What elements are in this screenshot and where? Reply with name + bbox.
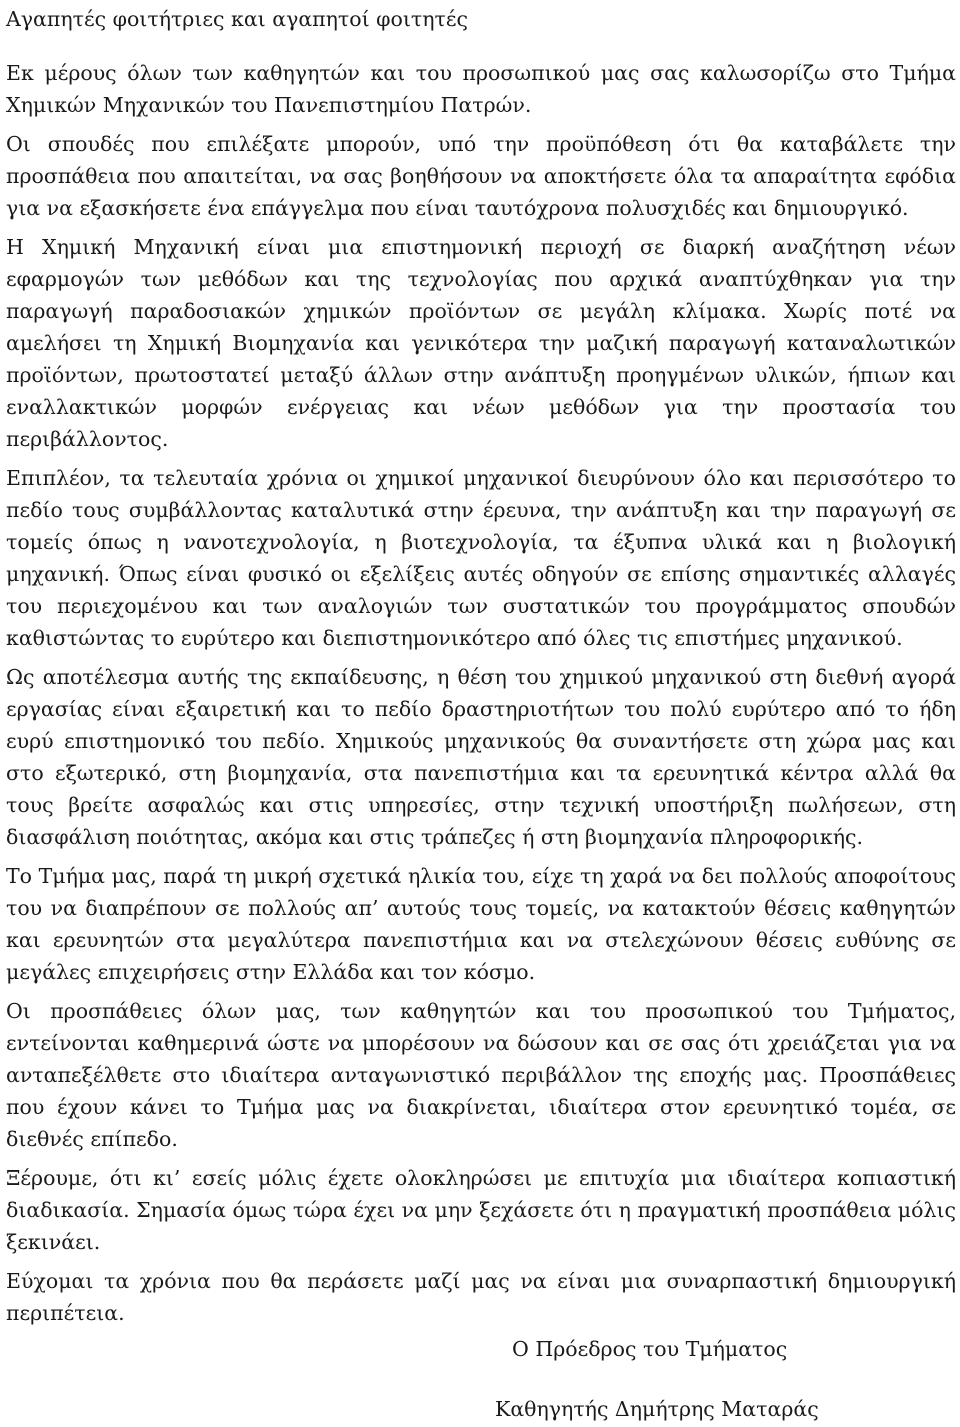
paragraph-graduates: Το Τμήμα μας, παρά τη μικρή σχετικά ηλικία του, είχε τη χαρά να δει πολλούς αποφοίτους του να διαπρέπουν σε πολλούς απ’ αυτούς τους τομείς, να κατακτούν θέσεις καθηγητών και ερευνητών στα μεγαλύτερα πανεπιστήμια και να στελεχώνουν θέσεις ευθύνης σε μεγάλες επιχειρήσεις στην Ελλάδα και τον κόσμο. xyxy=(6,864,956,984)
letter-body xyxy=(6,57,956,1329)
paragraph-wishes: Εύχομαι τα χρόνια που θα περάσετε μαζί μας να είναι μια συναρπαστική δημιουργική περιπέτεια. xyxy=(6,1269,956,1325)
paragraph-new-fields: Επιπλέον, τα τελευταία χρόνια οι χημικοί μηχανικοί διευρύνουν όλο και περισσότερο το πεδίο τους συμβάλλοντας καταλυτικά στην έρευνα, την ανάπτυξη και την παραγωγή σε τομείς όπως η νανοτεχνολογία, η βιοτεχνολογία, τα έξυπνα υλικά και η βιολογική μηχανική. Όπως είναι φυσικό οι εξελίξεις αυτές οδηγούν σε επίσης σημαντικές αλλαγές του περιεχομένου και των αναλογιών των συστατικών του προγράμματος σπουδών καθιστώντας το ευρύτερο και διεπιστημονικότερο από όλες τις επιστήμες μηχανικού. xyxy=(6,466,956,650)
letter-greeting: Αγαπητές φοιτήτριες και αγαπητοί φοιτητές xyxy=(6,7,468,31)
signature-name: Καθηγητής Δημήτρης Ματαράς xyxy=(495,1397,819,1421)
paragraph-efforts: Οι προσπάθειες όλων μας, των καθηγητών και του προσωπικού του Τμήματος, εντείνονται καθημερινά ώστε να μπορέσουν να δώσουν και σε σας ότι χρειάζεται για να ανταπεξέλθετε στο ιδιαίτερα ανταγωνιστικό περιβάλλον της εποχής μας. Προσπάθειες που έχουν κάνει το Τμήμα μας να διακρίνεται, ιδιαίτερα στον ερευνητικό τομέα, σε διεθνές επίπεδο. xyxy=(6,999,956,1151)
letter-page xyxy=(6,0,956,1336)
paragraph-welcome: Εκ μέρους όλων των καθηγητών και του προσωπικού μας σας καλωσορίζω στο Τμήμα Χημικών Μηχανικών του Πανεπιστημίου Πατρών. xyxy=(6,61,956,117)
signature-title: Ο Πρόεδρος του Τμήματος xyxy=(512,1337,788,1361)
paragraph-career: Ως αποτέλεσμα αυτής της εκπαίδευσης, η θέση του χημικού μηχανικού στη διεθνή αγορά εργασίας είναι εξαιρετική και το πεδίο δραστηριοτήτων του πολύ ευρύτερο από το ήδη ευρύ επιστημονικό του πεδίο. Χημικούς μηχανικούς θα συναντήσετε στη χώρα μας και στο εξωτερικό, στη βιομηχανία, στα πανεπιστήμια και τα ερευνητικά κέντρα αλλά θα τους βρείτε ασφαλώς και στις υπηρεσίες, στην τεχνική υποστήριξη πωλήσεων, στη διασφάλιση ποιότητας, ακόμα και στις τράπεζες ή στη βιομηχανία πληροφορικής. xyxy=(6,665,956,849)
paragraph-beginning: Ξέρουμε, ότι κι’ εσείς μόλις έχετε ολοκληρώσει με επιτυχία μια ιδιαίτερα κοπιαστική διαδικασία. Σημασία όμως τώρα έχει να μην ξεχάσετε ότι η πραγματική προσπάθεια μόλις ξεκινάει. xyxy=(6,1166,956,1254)
paragraph-chemical-engineering: Η Χημική Μηχανική είναι μια επιστημονική περιοχή σε διαρκή αναζήτηση νέων εφαρμογών των μεθόδων και της τεχνολογίας που αρχικά αναπτύχθηκαν για την παραγωγή παραδοσιακών χημικών προϊόντων σε μεγάλη κλίμακα. Χωρίς ποτέ να αμελήσει τη Χημική Βιομηχανία και γενικότερα την μαζική παραγωγή καταναλωτικών προϊόντων, πρωτοστατεί μεταξύ άλλων στην ανάπτυξη προηγμένων υλικών, ήπιων και εναλλακτικών μορφών ενέργειας και νέων μεθόδων για την προστασία του περιβάλλοντος. xyxy=(6,235,956,451)
paragraph-studies: Οι σπουδές που επιλέξατε μπορούν, υπό την προϋπόθεση ότι θα καταβάλετε την προσπάθεια που απαιτείται, να σας βοηθήσουν να αποκτήσετε όλα τα απαραίτητα εφόδια για να εξασκήσετε ένα επάγγελμα που είναι ταυτόχρονα πολυσχιδές και δημιουργικό. xyxy=(6,132,956,220)
